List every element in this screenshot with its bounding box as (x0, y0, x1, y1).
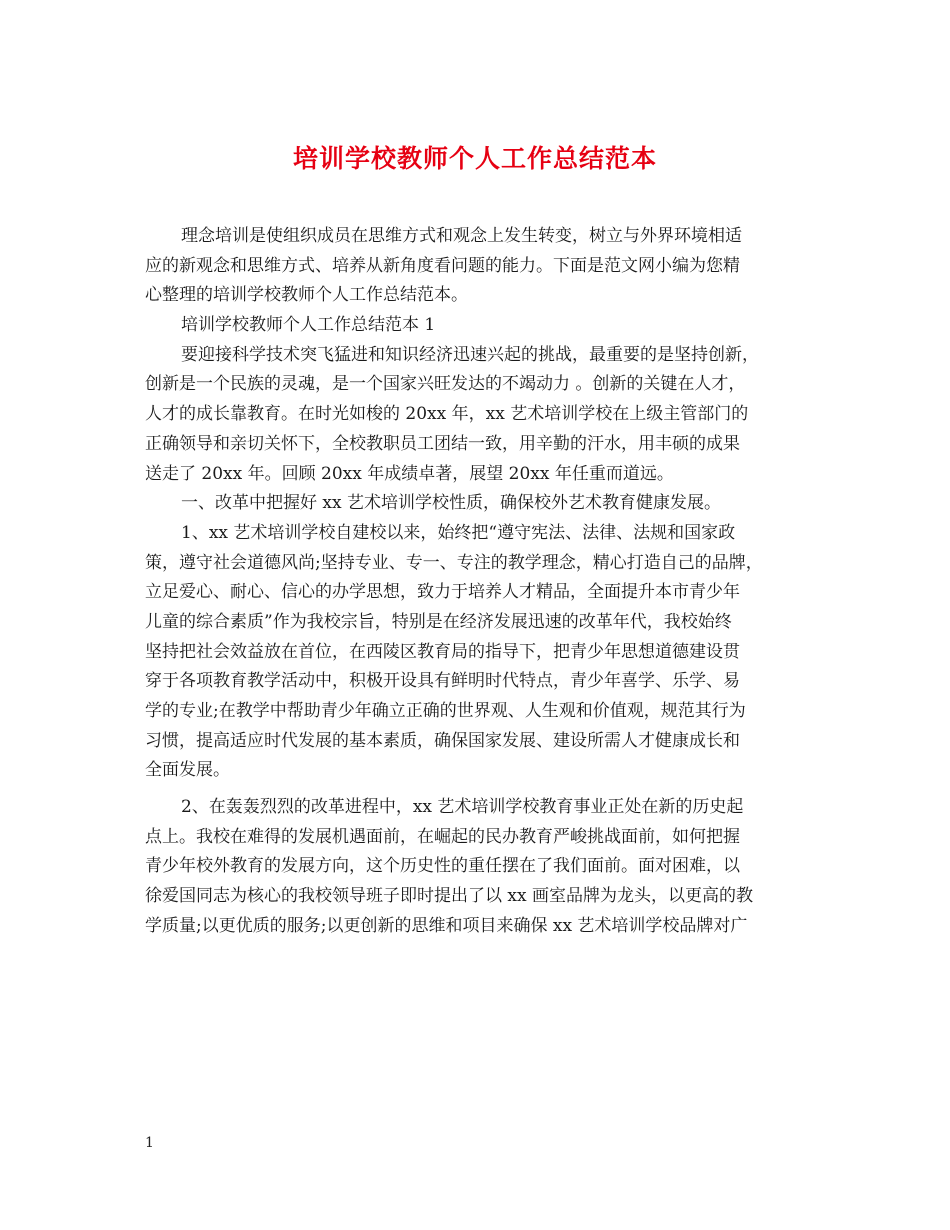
paragraph-line: 穿于各项教育教学活动中，积极开设具有鲜明时代特点，青少年喜学、乐学、易 (145, 671, 740, 692)
document-body (145, 222, 835, 942)
paragraph-line: 2、在轰轰烈烈的改革进程中，xx 艺术培训学校教育事业正处在新的历史起 (181, 797, 744, 818)
paragraph-line: 要迎接科学技术突飞猛进和知识经济迅速兴起的挑战，最重要的是坚持创新， (181, 344, 759, 365)
paragraph-line: 徐爱国同志为核心的我校领导班子即时提出了以 xx 画室品牌为龙头，以更高的教 (145, 886, 753, 907)
paragraph-line: 理念培训是使组织成员在思维方式和观念上发生转变，树立与外界环境相适 (181, 226, 742, 246)
paragraph-line: 正确领导和亲切关怀下，全校教职员工团结一致，用辛勤的汗水，用丰硕的成果 (145, 433, 740, 454)
paragraph-line: 习惯，提高适应时代发展的基本素质，确保国家发展、建设所需人才健康成长和 (145, 730, 740, 751)
paragraph-line: 全面发展。 (145, 760, 230, 781)
paragraph-line: 学的专业;在教学中帮助青少年确立正确的世界观、人生观和价值观，规范其行为 (145, 701, 746, 721)
paragraph-line: 儿童的综合素质”作为我校宗旨，特别是在经济发展迅速的改革年代，我校始终 (145, 611, 732, 632)
section-heading: 培训学校教师个人工作总结范本 1 (181, 315, 436, 336)
paragraph-line: 策，遵守社会道德风尚;坚持专业、专一、专注的教学理念，精心打造自己的品牌， (145, 552, 763, 573)
paragraph-line: 应的新观念和思维方式、培养从新角度看问题的能力。下面是范文网小编为您精 (145, 255, 740, 276)
paragraph-line: 青少年校外教育的发展方向，这个历史性的重任摆在了我们面前。面对困难，以 (145, 856, 740, 877)
paragraph-line: 人才的成长靠教育。在时光如梭的 20xx 年，xx 艺术培训学校在上级主管部门的 (145, 404, 749, 425)
paragraph-line: 立足爱心、耐心、信心的办学思想，致力于培养人才精品，全面提升本市青少年 (145, 582, 740, 603)
paragraph-line: 一、改革中把握好 xx 艺术培训学校性质，确保校外艺术教育健康发展。 (181, 493, 721, 514)
page-number: 1 (145, 1135, 154, 1151)
document-title: 培训学校教师个人工作总结范本 (292, 144, 657, 173)
paragraph-line: 坚持把社会效益放在首位，在西陵区教育局的指导下，把青少年思想道德建设贯 (145, 641, 740, 662)
paragraph-line: 点上。我校在难得的发展机遇面前，在崛起的民办教育严峻挑战面前，如何把握 (145, 826, 740, 847)
paragraph-line: 1、xx 艺术培训学校自建校以来，始终把“遵守宪法、法律、法规和国家政 (181, 522, 736, 543)
paragraph-line: 创新是一个民族的灵魂，是一个国家兴旺发达的不竭动力 。创新的关键在人才， (145, 374, 746, 395)
paragraph-line: 送走了 20xx 年。回顾 20xx 年成绩卓著，展望 20xx 年任重而道远。 (145, 463, 674, 484)
paragraph-line: 心整理的培训学校教师个人工作总结范本。 (145, 285, 468, 306)
paragraph-line: 学质量;以更优质的服务;以更创新的思维和项目来确保 xx 艺术培训学校品牌对广 (145, 915, 748, 936)
